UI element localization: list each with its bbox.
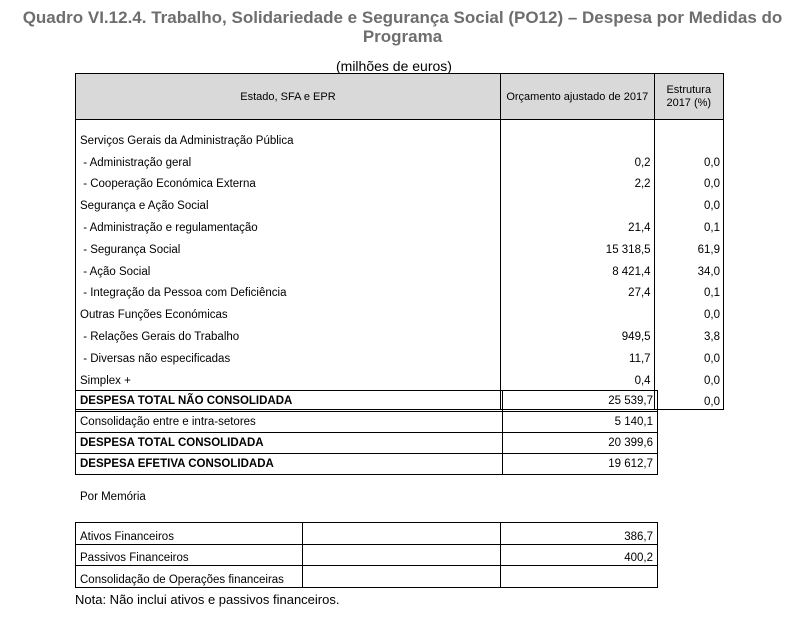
page-title	[0, 8, 805, 46]
row-value: 0,4	[500, 366, 654, 388]
row-value: 27,4	[500, 279, 654, 301]
memo-label: Passivos Financeiros	[76, 544, 303, 566]
totals-label: DESPESA EFETIVA CONSOLIDADA	[76, 454, 503, 475]
totals-row	[76, 391, 658, 412]
row-pct: 0,1	[654, 213, 723, 235]
totals-label: DESPESA TOTAL NÃO CONSOLIDADA	[76, 391, 503, 412]
memo-spacer	[303, 523, 501, 545]
row-value: 11,7	[500, 344, 654, 366]
totals-value: 20 399,6	[503, 433, 658, 454]
table-row	[76, 366, 724, 388]
row-label: Simplex +	[76, 366, 501, 388]
memo-row	[76, 523, 658, 545]
totals-value: 25 539,7	[503, 391, 658, 412]
row-pct: 0,0	[654, 388, 723, 410]
table-row	[76, 213, 724, 235]
memo-value: 386,7	[501, 523, 658, 545]
totals-value: 5 140,1	[503, 412, 658, 433]
row-label: Segurança e Ação Social	[76, 191, 501, 213]
memo-value	[501, 566, 658, 588]
row-label: Serviços Gerais da Administração Pública	[76, 120, 501, 148]
row-value	[500, 300, 654, 322]
totals-label: Consolidação entre e intra-setores	[76, 412, 503, 433]
row-value: 8 421,4	[500, 257, 654, 279]
row-value: 0,2	[500, 148, 654, 170]
memo-label: Consolidação de Operações financeiras	[76, 566, 303, 588]
title-line-2: Programa	[362, 27, 443, 46]
row-label: - Administração e regulamentação	[76, 213, 501, 235]
row-pct	[654, 120, 723, 148]
table-row	[76, 322, 724, 344]
row-label: - Cooperação Económica Externa	[76, 170, 501, 192]
row-label: - Integração da Pessoa com Deficiência	[76, 279, 501, 301]
row-label: Outras Funções Económicas	[76, 300, 501, 322]
totals-table-body	[76, 391, 658, 475]
row-pct: 0,0	[654, 300, 723, 322]
row-pct: 0,0	[654, 170, 723, 192]
row-pct: 3,8	[654, 322, 723, 344]
row-pct: 0,1	[654, 279, 723, 301]
expense-table	[75, 73, 724, 410]
totals-table	[75, 390, 658, 475]
row-pct: 0,0	[654, 148, 723, 170]
row-value	[500, 120, 654, 148]
table-row	[76, 235, 724, 257]
row-value: 21,4	[500, 213, 654, 235]
totals-row	[76, 433, 658, 454]
row-label: - Diversas não especificadas	[76, 344, 501, 366]
row-pct: 0,0	[654, 344, 723, 366]
row-pct: 0,0	[654, 366, 723, 388]
row-label: - Relações Gerais do Trabalho	[76, 322, 501, 344]
table-row	[76, 148, 724, 170]
table-row	[76, 344, 724, 366]
memo-row	[76, 544, 658, 566]
row-value: 2,2	[500, 170, 654, 192]
memo-row	[76, 566, 658, 588]
memo-label: Ativos Financeiros	[76, 523, 303, 545]
memo-table-body	[76, 523, 658, 588]
row-label: - Administração geral	[76, 148, 501, 170]
table-row	[76, 257, 724, 279]
row-pct: 61,9	[654, 235, 723, 257]
totals-label: DESPESA TOTAL CONSOLIDADA	[76, 433, 503, 454]
row-label: - Ação Social	[76, 257, 501, 279]
memo-spacer	[303, 544, 501, 566]
title-line-1: Quadro VI.12.4. Trabalho, Solidariedade e Segurança Social (PO12) – Despesa por Medidas do	[22, 8, 783, 27]
row-pct: 0,0	[654, 191, 723, 213]
totals-value: 19 612,7	[503, 454, 658, 475]
memo-value: 400,2	[501, 544, 658, 566]
table-row	[76, 191, 724, 213]
table-header-row	[76, 74, 724, 120]
row-label: - Segurança Social	[76, 235, 501, 257]
row-value	[500, 191, 654, 213]
table-row	[76, 170, 724, 192]
totals-row	[76, 412, 658, 433]
expense-table-body	[76, 120, 724, 410]
row-value: 15 318,5	[500, 235, 654, 257]
memo-title: Por Memória	[80, 491, 146, 503]
totals-row	[76, 454, 658, 475]
footnote: Nota: Não inclui ativos e passivos financeiros.	[75, 592, 340, 607]
row-pct: 34,0	[654, 257, 723, 279]
table-row	[76, 279, 724, 301]
header-budget: Orçamento ajustado de 2017	[500, 74, 654, 120]
unit-label: (milhões de euros)	[336, 58, 452, 74]
memo-spacer	[303, 566, 501, 588]
table-row	[76, 120, 724, 148]
memo-table	[75, 522, 658, 588]
header-structure: Estrutura 2017 (%)	[654, 74, 723, 120]
table-row	[76, 300, 724, 322]
row-value: 949,5	[500, 322, 654, 344]
header-entity: Estado, SFA e EPR	[76, 74, 501, 120]
